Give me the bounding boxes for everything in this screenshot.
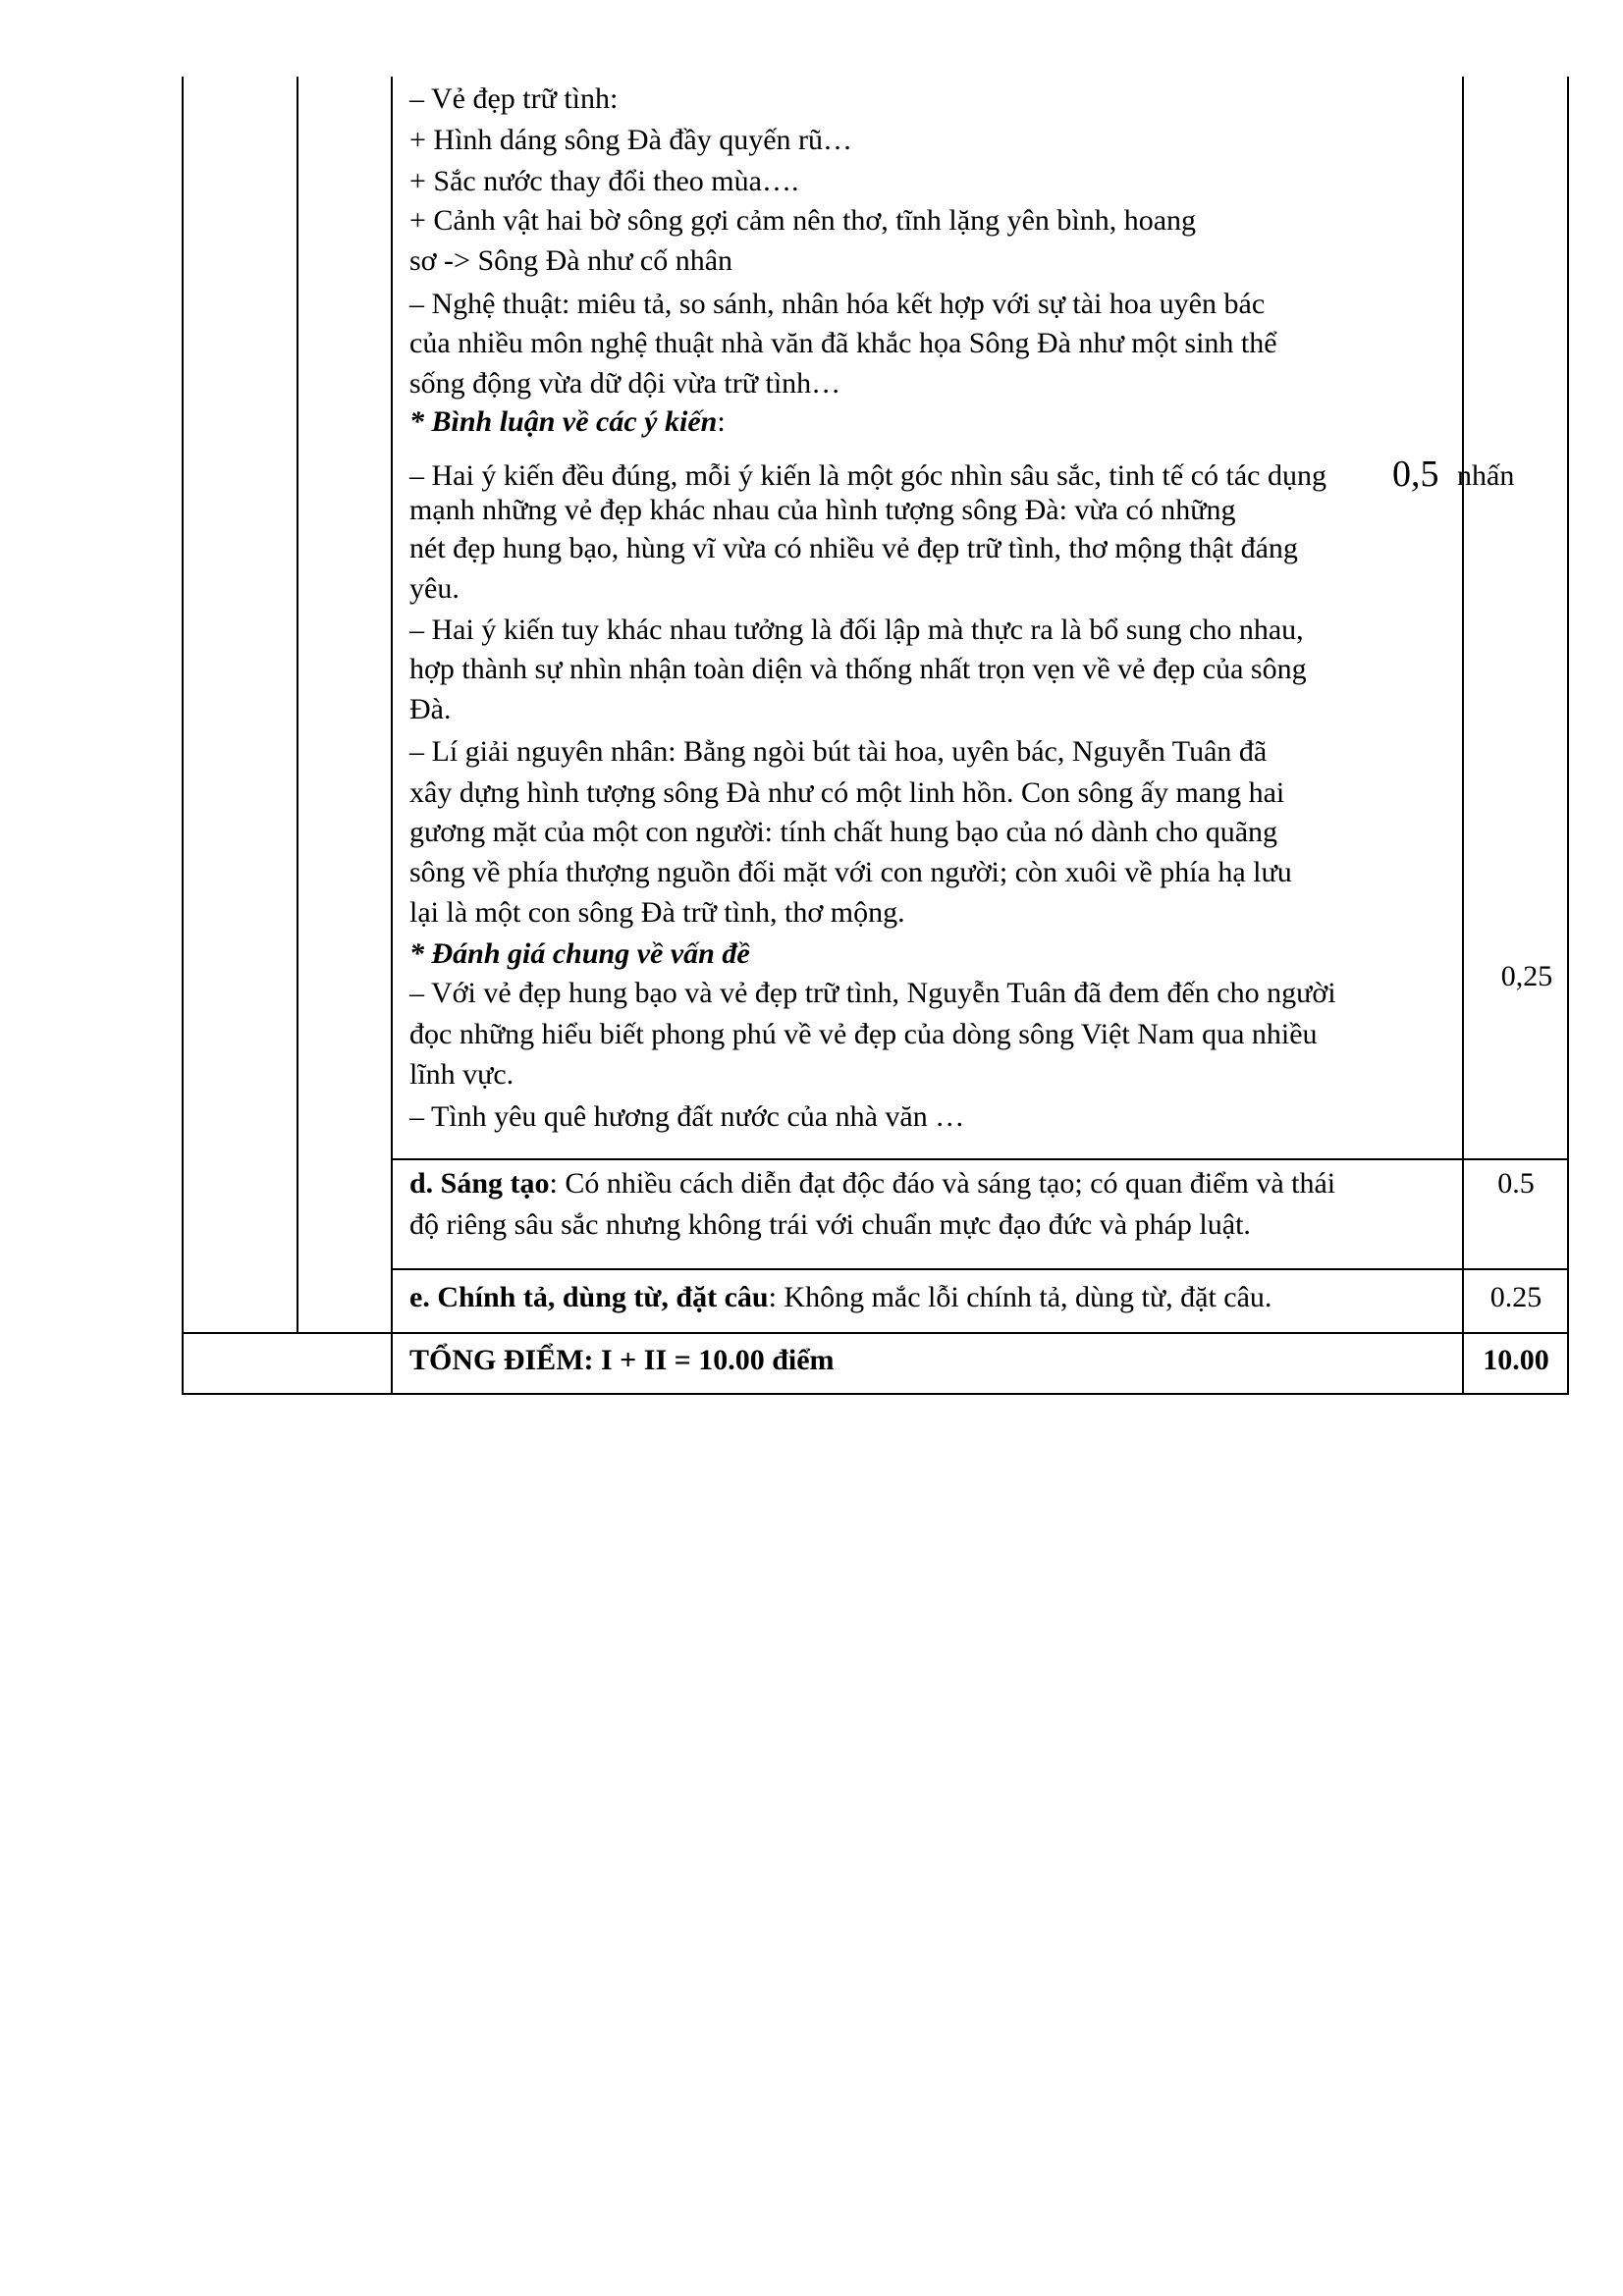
binh-luan-line: – Lí giải nguyên nhân: Bằng ngòi bút tài hoa, uyên bác, Nguyễn Tuân đã bbox=[409, 735, 1268, 768]
binh-luan-heading bbox=[409, 402, 726, 442]
content-line: – Nghệ thuật: miêu tả, so sánh, nhân hóa kết hợp với sự tài hoa uyên bác bbox=[409, 288, 1266, 320]
binh-luan-heading-text: * Bình luận về các ý kiến bbox=[409, 405, 718, 438]
row-divider-sang-tao bbox=[391, 1158, 1569, 1160]
score-danh-gia: 0,25 bbox=[1500, 960, 1553, 992]
content-line: + Cảnh vật hai bờ sông gợi cảm nên thơ, tĩnh lặng yên bình, hoang bbox=[409, 204, 1197, 237]
score-binh-luan: 0,5 bbox=[1392, 454, 1439, 495]
content-line: của nhiều môn nghệ thuật nhà văn đã khắc họa Sông Đà như một sinh thể bbox=[409, 327, 1277, 359]
danh-gia-line: – Tình yêu quê hương đất nước của nhà văn … bbox=[409, 1100, 965, 1133]
binh-luan-line: – Hai ý kiến tuy khác nhau tưởng là đối lập mà thực ra là bổ sung cho nhau, bbox=[409, 614, 1304, 646]
danh-gia-line: đọc những hiểu biết phong phú về vẻ đẹp của dòng sông Việt Nam qua nhiều bbox=[409, 1018, 1318, 1050]
sang-tao-text: : Có nhiều cách diễn đạt độc đáo và sáng tạo; có quan điểm và thái bbox=[549, 1167, 1336, 1200]
danh-gia-line: lĩnh vực. bbox=[409, 1058, 514, 1091]
binh-luan-line: – Hai ý kiến đều đúng, mỗi ý kiến là một góc nhìn sâu sắc, tinh tế có tác dụng bbox=[409, 459, 1326, 492]
binh-luan-line: hợp thành sự nhìn nhận toàn diện và thống nhất trọn vẹn về vẻ đẹp của sông bbox=[409, 653, 1307, 685]
binh-luan-line: mạnh những vẻ đẹp khác nhau của hình tượng sông Đà: vừa có những bbox=[409, 494, 1236, 526]
binh-luan-line: yêu. bbox=[409, 572, 460, 605]
column-divider-2 bbox=[391, 77, 393, 1394]
content-line: sơ -> Sông Đà như cố nhân bbox=[409, 244, 733, 277]
chinh-ta-line bbox=[409, 1278, 1271, 1317]
table-border-bottom bbox=[182, 1393, 1569, 1395]
sang-tao-line-2: độ riêng sâu sắc nhưng không trái với chuẩn mực đạo đức và pháp luật. bbox=[409, 1208, 1251, 1241]
table-border-left bbox=[182, 77, 184, 1394]
row-divider-total bbox=[182, 1332, 1569, 1334]
score-total: 10.00 bbox=[1483, 1344, 1549, 1376]
score-chinh-ta: 0.25 bbox=[1489, 1281, 1542, 1313]
binh-luan-line: Đà. bbox=[409, 693, 452, 725]
sang-tao-label: d. Sáng tạo bbox=[409, 1167, 550, 1200]
danh-gia-heading: * Đánh giá chung về vấn đề bbox=[409, 937, 750, 970]
binh-luan-line: nhấn bbox=[1457, 459, 1515, 492]
binh-luan-line: lại là một con sông Đà trữ tình, thơ mộng. bbox=[409, 896, 905, 929]
binh-luan-line: nét đẹp hung bạo, hùng vĩ vừa có nhiều vẻ đẹp trữ tình, thơ mộng thật đáng bbox=[409, 532, 1298, 564]
score-sang-tao: 0.5 bbox=[1497, 1167, 1535, 1200]
content-line: + Hình dáng sông Đà đầy quyến rũ… bbox=[409, 124, 853, 156]
row-divider-chinh-ta bbox=[391, 1268, 1569, 1270]
column-divider-1 bbox=[297, 77, 298, 1333]
binh-luan-line: sông về phía thượng nguồn đối mặt với con người; còn xuôi về phía hạ lưu bbox=[409, 856, 1292, 888]
binh-luan-line: gương mặt của một con người: tính chất hung bạo của nó dành cho quãng bbox=[409, 816, 1278, 848]
content-line: sống động vừa dữ dội vừa trữ tình… bbox=[409, 367, 841, 400]
sang-tao-line-1 bbox=[409, 1164, 1335, 1203]
content-line: + Sắc nước thay đổi theo mùa…. bbox=[409, 165, 799, 197]
danh-gia-line: – Với vẻ đẹp hung bạo và vẻ đẹp trữ tình, Nguyễn Tuân đã đem đến cho người bbox=[409, 977, 1336, 1009]
binh-luan-line: xây dựng hình tượng sông Đà như có một linh hồn. Con sông ấy mang hai bbox=[409, 776, 1285, 809]
chinh-ta-label: e. Chính tả, dùng từ, đặt câu bbox=[409, 1281, 769, 1313]
chinh-ta-text: : Không mắc lỗi chính tả, dùng từ, đặt câu. bbox=[768, 1281, 1272, 1313]
total-label: TỔNG ĐIỂM: I + II = 10.00 điểm bbox=[409, 1344, 835, 1376]
content-line: – Vẻ đẹp trữ tình: bbox=[409, 82, 619, 115]
binh-luan-colon: : bbox=[717, 405, 726, 438]
